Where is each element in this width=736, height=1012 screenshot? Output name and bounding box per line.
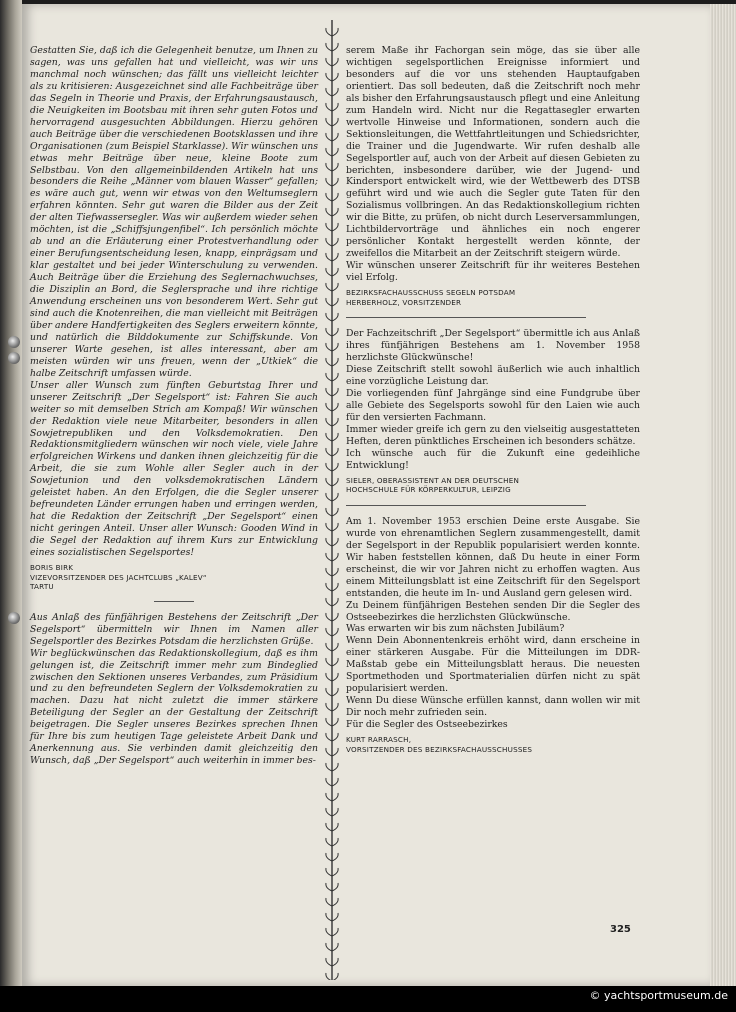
vine-leaf <box>326 313 332 321</box>
vine-leaf <box>326 613 332 621</box>
section-rule-right-1 <box>346 317 586 318</box>
vine-leaf <box>326 388 332 396</box>
ostsee-paragraph-4: Wenn Dein Abonnentenkreis erhöht wird, dann erscheine in einer stärkeren Ausgabe. Für die Mitteilungen im DDR-Maßstab gebe ein Mitteilungsblatt heraus. Die neuesten Sportmethoden und Sportmaterialien dürfen nicht zu spät popularisiert werden. <box>346 635 640 695</box>
vine-leaf <box>326 838 332 846</box>
vine-leaf <box>326 88 332 96</box>
vine-leaf <box>326 583 332 591</box>
vine-leaf <box>332 253 338 261</box>
vine-leaf <box>326 928 332 936</box>
vine-leaf <box>326 253 332 261</box>
left-paragraph-2: Unser aller Wunsch zum fünften Geburtstag Ihrer und unserer Zeitschrift „Der Segelsport“ ist: Fahren Sie auch weiter so mit demselben Strich am Kompaß! Wir wünschen der Redaktion viele neue Mitarbeiter, besonders in allen Sowjetrepubliken und den Volksdemokratien. Den Redaktionsmitgliedern wünschen wir noch viele, viele Jahre erfolgreichen Wirkens und danken ihnen gleichzeitig für die Arbeit, die sie zum Wohle aller Segler auch in der Sowjetunion und den volksdemokratischen Ländern geleistet haben. An den Erfolgen, die die Segler unserer befreundeten Länder errungen haben und erringen werden, hat die Redaktion der Zeitschrift „Der Segelsport“ einen nicht geringen Anteil. Unser aller Wunsch: Gooden Wind in die Segel der Redaktion auf ihrem Kurs zur Entwicklung eines sozialistischen Segelsportes! <box>30 379 318 559</box>
vine-leaf <box>326 628 332 636</box>
vine-leaf <box>332 553 338 561</box>
signature-birk-name: BORIS BIRK <box>30 562 74 572</box>
signature-sieler-line-2: HOCHSCHULE FÜR KÖRPERKULTUR, LEIPZIG <box>346 485 511 495</box>
vine-leaf <box>326 73 332 81</box>
binding-ring-3 <box>8 612 20 624</box>
vine-leaf <box>332 943 338 951</box>
vine-leaf <box>332 718 338 726</box>
vine-leaf <box>326 463 332 471</box>
right-paragraph-1: serem Maße ihr Fachorgan sein möge, das sie über alle wichtigen segelsportlichen Ereignisse informiert und besonders auf die vor uns stehenden Hauptaufgaben orientiert. Das soll bedeuten, daß die Zeitschrift noch mehr als bisher den Erfahrungsaustausch pflegt und eine Anleitung zum Handeln wird. Nicht nur die Regattasegler erwarten wertvolle Hinweise und Informationen, sondern auch die Sektionsleitungen, die Wettfahrtleitungen und Schiedsrichter, die Trainer und die Jugendwarte. Wir rufen deshalb alle Segelsportler auf, auch von der Arbeit auf diesen Gebieten zu berichten, insbesondere darüber, wie der Jugend- und Kindersport entwickelt wird, wie der Wettbewerb des DTSB geführt wird und wie auch die Segler gute Taten für den Sozialismus vollbringen. An das Redaktionskollegium richten wir die Bitte, zu prüfen, ob nicht durch Leserversammlungen, Lichtbildervorträge und ähnliches ein noch engerer persönlicher Kontakt hergestellt werden könnte, der zweifellos die Mitarbeit an der Zeitschrift steigern würde. <box>346 45 640 260</box>
vine-leaf <box>326 148 332 156</box>
signature-potsdam-org: BEZIRKSFACHAUSSCHUSS SEGELN POTSDAM <box>346 288 516 298</box>
vine-leaf <box>332 313 338 321</box>
vine-leaf <box>332 328 338 336</box>
page-stack-edge <box>710 4 736 986</box>
vine-leaf <box>326 943 332 951</box>
vine-leaf <box>326 268 332 276</box>
vine-leaf <box>326 718 332 726</box>
vine-leaf <box>332 793 338 801</box>
vine-leaf <box>326 373 332 381</box>
vine-leaf <box>326 103 332 111</box>
ostsee-paragraph-3: Was erwarten wir bis zum nächsten Jubiläum? <box>346 623 565 635</box>
vine-leaf <box>326 223 332 231</box>
vine-leaf <box>326 298 332 306</box>
vine-leaf <box>332 598 338 606</box>
signature-sieler-line-1: SIELER, OBERASSISTENT AN DER DEUTSCHEN <box>346 475 520 485</box>
vine-leaf <box>332 238 338 246</box>
vine-leaf <box>332 478 338 486</box>
vine-leaf <box>332 658 338 666</box>
vine-leaf <box>332 343 338 351</box>
vine-leaf <box>326 553 332 561</box>
section-rule-right-2 <box>346 505 586 506</box>
ostsee-paragraph-2: Zu Deinem fünfjährigen Bestehen senden Dir die Segler des Ostseebezirkes die herzlichsten Glückwünsche. <box>346 599 640 623</box>
vine-leaf <box>332 283 338 291</box>
vine-leaf <box>332 43 338 51</box>
vine-leaf <box>326 883 332 891</box>
vine-leaf <box>332 493 338 501</box>
vine-leaf <box>326 538 332 546</box>
vine-leaf <box>332 208 338 216</box>
vine-leaf <box>332 448 338 456</box>
vine-leaf <box>332 913 338 921</box>
vine-leaf <box>326 568 332 576</box>
vine-leaf <box>326 523 332 531</box>
vine-leaf <box>332 838 338 846</box>
vine-leaf <box>326 193 332 201</box>
vine-leaf <box>332 583 338 591</box>
vine-leaf <box>326 358 332 366</box>
signature-sieler <box>346 476 640 495</box>
left-column <box>30 45 318 767</box>
vine-leaf <box>326 703 332 711</box>
vine-leaf <box>332 103 338 111</box>
vine-leaf <box>332 163 338 171</box>
vine-leaf <box>332 433 338 441</box>
vine-leaf <box>326 763 332 771</box>
vine-leaf <box>332 973 338 980</box>
vine-leaf <box>332 463 338 471</box>
vine-leaf <box>332 688 338 696</box>
vine-leaf <box>326 673 332 681</box>
vine-leaf <box>332 568 338 576</box>
vine-leaf <box>332 673 338 681</box>
vine-leaf <box>326 178 332 186</box>
signature-potsdam-name: HERBERHOLZ, VORSITZENDER <box>346 297 462 307</box>
binding-ring-1 <box>8 336 20 348</box>
binding-edge <box>0 0 22 988</box>
vine-leaf <box>326 793 332 801</box>
signature-birk-place: TARTU <box>30 582 54 592</box>
left-paragraph-1: Gestatten Sie, daß ich die Gelegenheit benutze, um Ihnen zu sagen, was uns gefallen hat und vielleicht, was wir uns manchmal noch wünschen; das fällt uns vielleicht leichter als zu kritisieren: Ausgezeichnet sind alle Fachbeiträge über das Segeln in Theorie und Praxis, der Erfahrungsaustausch, die Neuigkeiten im Bootsbau mit ihren sehr guten Fotos und hervorragend ausgesuchten Abbildungen. Hierzu gehören auch Beiträge über die verschiedenen Bootsklassen und ihre Organisationen (zum Beispiel Starklasse). Wir wünschen uns etwas mehr Beiträge über neue, kleine Boote zum Selbstbau. Von den allgemeinbildenden Artikeln hat uns besonders die Reihe „Männer vom blauen Wasser“ gefallen; es wäre auch gut, wenn wir etwas von den Weltumseglern erfahren könnten. Sehr gut waren die Bilder aus der Zeit der alten Tiefwassersegler. Was wir außerdem wieder sehen möchten, ist die „Schiffsjungenfibel“. Ich persönlich möchte ab und an die Erläuterung einer Protestverhandlung oder einer Berufungsentscheidung lesen, knapp, einprägsam und klar gestaltet und bei jeder Winterschulung zu verwenden. Auch Beiträge über die Erziehung des Seglernachwuchses, die Disziplin an Bord, die Seglersprache und ihre richtige Anwendung erscheinen uns von besonderem Wert. Sehr gut sind auch die Knotenreihen, die man vielleicht mit Beiträgen über andere Handfertigkeiten des Seglers erweitern könnte, und natürlich die Bilddokumente zur Schiffskunde. Von unserer Warte gesehen, ist alles interessant, aber am meisten würden wir uns freuen, wenn der „Utkiek“ die halbe Zeitschrift umfassen würde. <box>30 45 318 379</box>
vine-leaf <box>332 358 338 366</box>
vine-leaf <box>326 643 332 651</box>
vine-leaf <box>326 28 332 36</box>
vine-leaf <box>332 88 338 96</box>
vine-leaf <box>332 373 338 381</box>
vine-leaf <box>332 178 338 186</box>
signature-rarrasch <box>346 735 640 754</box>
sieler-paragraph-3: Die vorliegenden fünf Jahrgänge sind eine Fundgrube über alle Gebiete des Segelsports sowohl für den Laien wie auch für den versierten Fachmann. <box>346 388 640 423</box>
vine-leaf <box>326 208 332 216</box>
right-paragraph-2: Wir wünschen unserer Zeitschrift für ihr weiteres Bestehen viel Erfolg. <box>346 260 640 284</box>
vine-leaf <box>332 538 338 546</box>
vine-leaf <box>332 223 338 231</box>
vine-leaf <box>332 298 338 306</box>
vine-leaf <box>332 628 338 636</box>
left-paragraph-4: Wir beglückwünschen das Redaktionskollegium, daß es ihm gelungen ist, die Zeitschrift immer mehr zum Bindeglied zwischen den Sektionen unseres Verbandes, zum Präsidium und zu den befreundeten Seglern der Volksdemokratien zu machen. Dazu hat nicht zuletzt die immer stärkere Beteiligung der Segler an der Gestaltung der Zeitschrift beigetragen. Die Segler unseres Bezirkes sprechen Ihnen für Ihre bis zum heutigen Tage geleistete Arbeit Dank und Anerkennung aus. Sie verbinden damit gleichzeitig den Wunsch, daß „Der Segelsport“ auch weiterhin in immer bes- <box>30 647 318 767</box>
vine-leaf <box>326 283 332 291</box>
signature-potsdam <box>346 288 640 307</box>
vine-leaf <box>332 763 338 771</box>
vine-leaf <box>326 898 332 906</box>
vine-leaf <box>332 73 338 81</box>
vine-leaf <box>332 958 338 966</box>
vine-leaf <box>326 403 332 411</box>
vine-leaf <box>326 808 332 816</box>
vine-leaf <box>326 973 332 980</box>
vine-leaf <box>332 733 338 741</box>
vine-leaf <box>332 823 338 831</box>
ostsee-paragraph-6: Für die Segler des Ostseebezirkes <box>346 719 508 731</box>
vine-leaf <box>332 523 338 531</box>
vine-leaf <box>326 733 332 741</box>
vine-leaf <box>326 913 332 921</box>
vine-leaf <box>326 433 332 441</box>
section-rule-left <box>154 601 194 602</box>
vine-leaf <box>332 508 338 516</box>
vine-leaf <box>326 43 332 51</box>
vine-leaf <box>326 853 332 861</box>
page-number: 325 <box>610 924 631 935</box>
vine-leaf <box>332 118 338 126</box>
right-column <box>346 45 640 754</box>
vine-leaf <box>332 868 338 876</box>
vine-leaf <box>326 328 332 336</box>
signature-birk <box>30 563 318 592</box>
signature-birk-title: VIZEVORSITZENDER DES JACHTCLUBS „KALEV“ <box>30 572 207 582</box>
vine-leaf <box>326 868 332 876</box>
vine-leaf <box>332 58 338 66</box>
sieler-paragraph-2: Diese Zeitschrift stellt sowohl äußerlich wie auch inhaltlich eine vorzügliche Leistung dar. <box>346 364 640 388</box>
vine-leaf <box>332 268 338 276</box>
vine-leaf <box>326 598 332 606</box>
vine-leaf <box>326 493 332 501</box>
vine-leaf <box>332 148 338 156</box>
vine-leaf <box>326 118 332 126</box>
ostsee-paragraph-1: Am 1. November 1953 erschien Deine erste Ausgabe. Sie wurde von ehrenamtlichen Seglern zusammengestellt, damit der Segelsport in der Republik popularisiert werden konnte. Wir haben feststellen können, daß Du heute in einer Form erscheinst, die wir vor Jahren nicht zu erhoffen wagten. Aus einem Mitteilungsblatt ist eine Zeitschrift für den Segelsport entstanden, die heute im In- und Ausland gern gelesen wird. <box>346 515 640 599</box>
vine-leaf <box>332 928 338 936</box>
ostsee-paragraph-5: Wenn Du diese Wünsche erfüllen kannst, dann wollen wir mit Dir noch mehr zufrieden sein. <box>346 695 640 719</box>
sieler-paragraph-5: Ich wünsche auch für die Zukunft eine gedeihliche Entwicklung! <box>346 447 640 471</box>
vine-leaf <box>326 748 332 756</box>
vine-leaf <box>326 238 332 246</box>
vine-leaf <box>332 403 338 411</box>
signature-rarrasch-title: VORSITZENDER DES BEZIRKSFACHAUSSCHUSSES <box>346 744 533 754</box>
vine-leaf <box>326 448 332 456</box>
vine-leaf <box>326 658 332 666</box>
vine-leaf <box>332 703 338 711</box>
vine-leaf <box>326 508 332 516</box>
left-paragraph-3: Aus Anlaß des fünfjährigen Bestehens der Zeitschrift „Der Segelsport“ übermitteln wir Ihnen im Namen aller Segelsportler des Bezirkes Potsdam die herzlichsten Grüße. <box>30 611 318 647</box>
vine-leaf <box>332 778 338 786</box>
vine-leaf <box>326 133 332 141</box>
vine-leaf <box>332 133 338 141</box>
signature-rarrasch-name: KURT RARRASCH, <box>346 735 412 745</box>
vine-leaf <box>326 958 332 966</box>
vine-leaf <box>332 883 338 891</box>
vine-leaf <box>326 478 332 486</box>
vine-leaf <box>326 688 332 696</box>
vine-ornament-divider <box>324 20 340 980</box>
vine-leaf <box>326 163 332 171</box>
vine-leaf <box>332 418 338 426</box>
vine-leaf <box>332 193 338 201</box>
vine-leaf <box>332 613 338 621</box>
vine-leaf <box>332 808 338 816</box>
vine-leaf <box>326 778 332 786</box>
vine-leaf <box>332 28 338 36</box>
vine-leaf <box>326 58 332 66</box>
sieler-paragraph-1: Der Fachzeitschrift „Der Segelsport“ übermittle ich aus Anlaß ihres fünfjährigen Bestehens am 1. November 1958 herzlichste Glückwünsche! <box>346 328 640 364</box>
vine-leaf <box>326 418 332 426</box>
vine-leaf <box>332 643 338 651</box>
vine-leaf <box>332 853 338 861</box>
copyright-watermark: © yachtsportmuseum.de <box>589 989 728 1002</box>
vine-leaf <box>332 748 338 756</box>
vine-leaf <box>326 823 332 831</box>
vine-leaf <box>326 343 332 351</box>
vine-leaf <box>332 898 338 906</box>
sieler-paragraph-4: Immer wieder greife ich gern zu den vielseitig ausgestatteten Heften, deren pünktliches Erscheinen ich besonders schätze. <box>346 423 640 447</box>
vine-leaf <box>332 388 338 396</box>
binding-ring-2 <box>8 352 20 364</box>
